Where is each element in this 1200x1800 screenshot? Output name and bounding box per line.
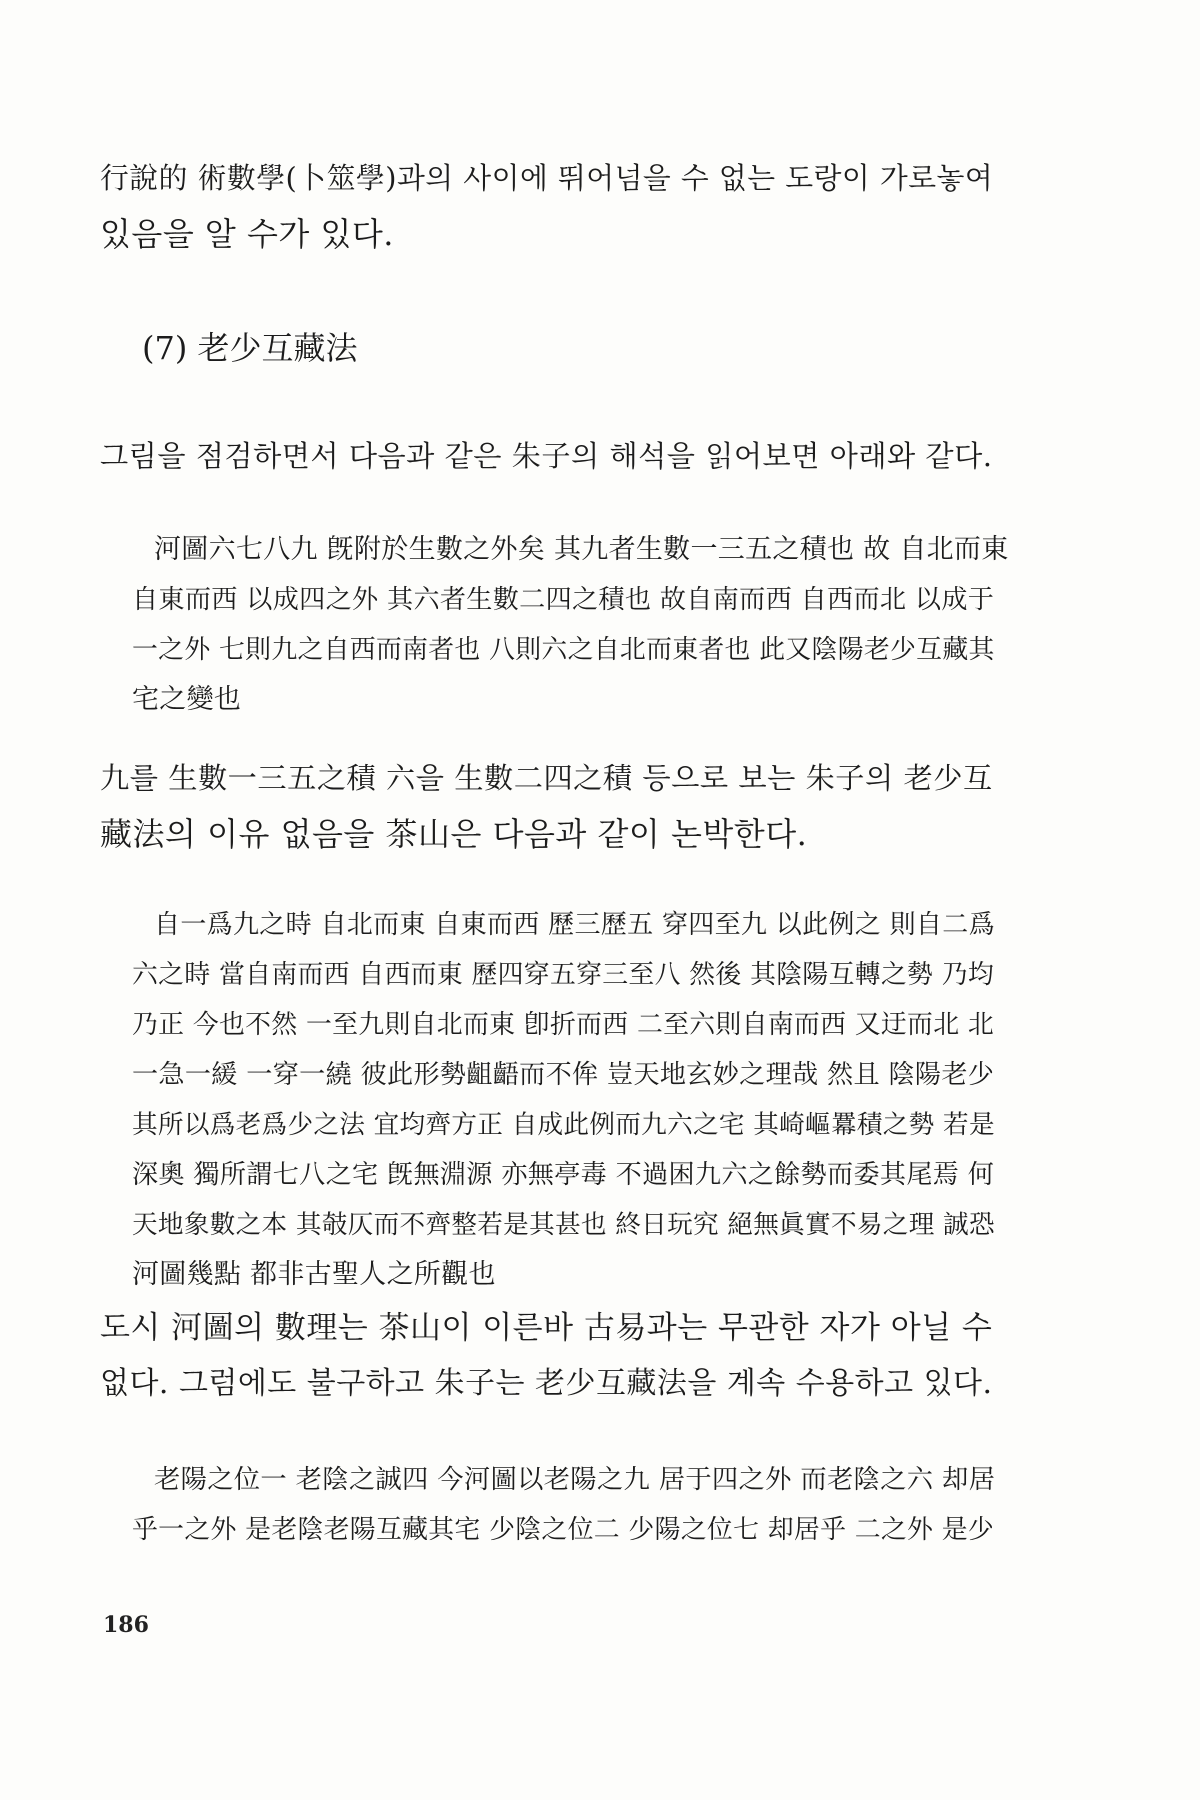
text-line: 없다. 그럼에도 불구하고 朱子는 老少互藏法을 계속 수용하고 있다.	[100, 1366, 993, 1401]
text-line: 自一爲九之時 自北而東 自東而西 歷三歷五 穿四至九 以此例之 則自二爲	[154, 910, 995, 940]
paragraph-1	[100, 150, 1010, 262]
text-line: 天地象數之本 其攲仄而不齊整若是其甚也 終日玩究 絕無眞實不易之理 誠恐	[132, 1210, 995, 1240]
text-line: 그림을 점검하면서 다음과 같은 朱子의 해석을 읽어보면 아래와 같다.	[100, 439, 993, 473]
text-line: 其所以爲老爲少之法 宜均齊方正 自成此例而九六之宅 其崎嶇羃積之勢 若是	[132, 1110, 995, 1140]
text-line: 老陽之位一 老陰之誠四 今河圖以老陽之九 居于四之外 而老陰之六 却居	[154, 1465, 996, 1495]
paragraph-4	[100, 1300, 1010, 1412]
quotation-3	[132, 1455, 1012, 1555]
text-line: 있음을 알 수가 있다.	[100, 215, 394, 253]
text-line: 藏法의 이유 없음을 茶山은 다음과 같이 논박한다.	[100, 815, 808, 853]
text-line: 一之外 七則九之自西而南者也 八則六之自北而東者也 此又陰陽老少互藏其	[132, 635, 995, 665]
text-line: 自東而西 以成四之外 其六者生數二四之積也 故自南而西 自西而北 以成于	[132, 585, 995, 615]
page-number: 186	[103, 1612, 149, 1638]
text-line: 河圖六七八九 旣附於生數之外矣 其九者生數一三五之積也 故 自北而東	[154, 534, 1009, 565]
text-line: 河圖幾點 都非古聖人之所觀也	[132, 1259, 496, 1290]
paragraph-3	[100, 750, 1010, 862]
paragraph-2	[100, 428, 1010, 484]
text-line: 九를 生數一三五之積 六을 生數二四之積 등으로 보는 朱子의 老少互	[100, 761, 993, 795]
quotation-1	[132, 525, 1012, 725]
text-line: 도시 河圖의 數理는 茶山이 이른바 古易과는 무관한 자가 아닐 수	[100, 1310, 993, 1346]
text-line: 乎一之外 是老陰老陽互藏其宅 少陰之位二 少陽之位七 却居乎 二之外 是少	[132, 1515, 995, 1545]
section-heading: (7) 老少互藏法	[142, 329, 358, 367]
text-line: 深奧 獨所謂七八之宅 旣無淵源 亦無亭毒 不過困九六之餘勢而委其尾焉 何	[132, 1160, 995, 1190]
text-line: 六之時 當自南而西 自西而東 歷四穿五穿三至八 然後 其陰陽互轉之勢 乃均	[132, 960, 995, 990]
text-line: 行說的 術數學(卜筮學)과의 사이에 뛰어넘을 수 없는 도랑이 가로놓여	[100, 161, 994, 195]
text-line: 一急一緩 一穿一繞 彼此形勢齟齬而不侔 豈天地玄妙之理哉 然且 陰陽老少	[132, 1060, 995, 1090]
text-line: 乃正 今也不然 一至九則自北而東 卽折而西 二至六則自南而西 又迂而北 北	[132, 1010, 995, 1040]
text-line: 宅之變也	[132, 684, 242, 715]
quotation-2	[132, 900, 1012, 1300]
